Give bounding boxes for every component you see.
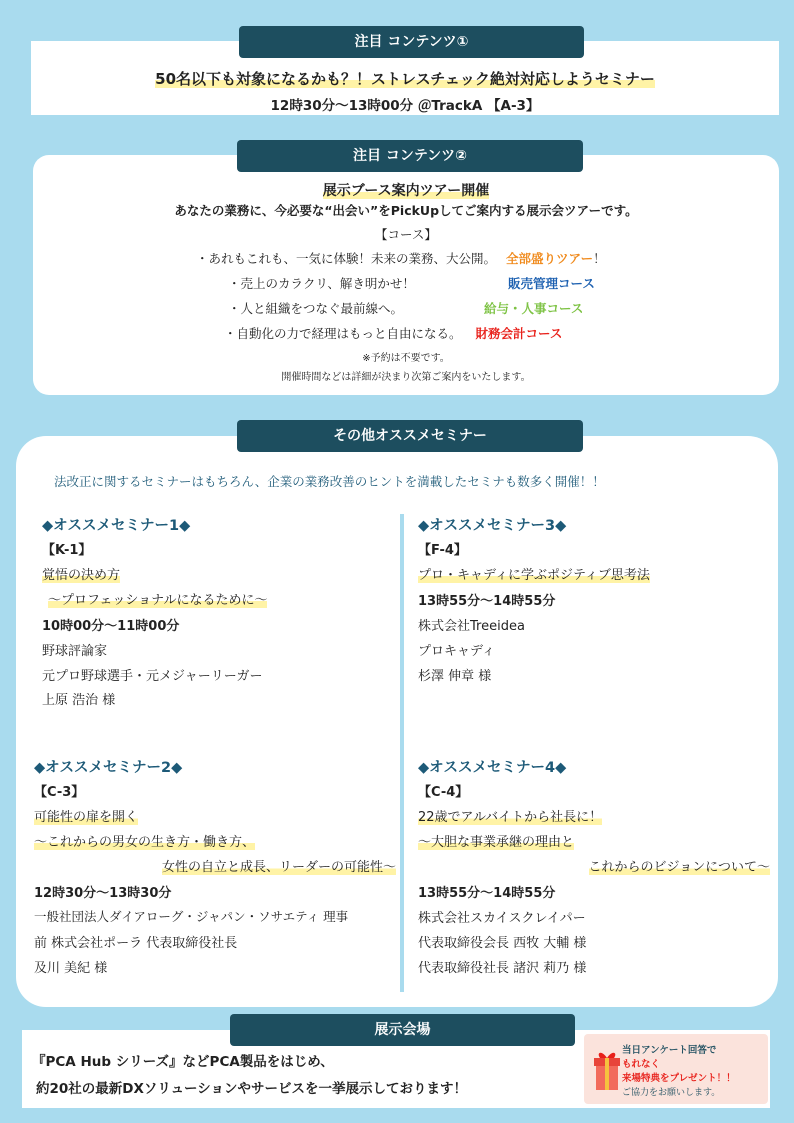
seminar-2-title: ◆オススメセミナー2◆ — [34, 760, 183, 776]
seminar-4-name3: これからのビジョンについて～ — [588, 860, 770, 875]
seminar-3-title: ◆オススメセミナー3◆ — [418, 518, 567, 534]
course-row-3 — [228, 299, 584, 317]
seminar-2-name3: 女性の自立と成長、リーダーの可能性～ — [161, 860, 396, 875]
feature2-note1: ※予約は不要です。 — [362, 353, 450, 364]
seminar-2-code: 【C-3】 — [34, 785, 85, 800]
seminar-4-code: 【C-4】 — [418, 785, 469, 800]
course-2-name: 販売管理コース — [508, 276, 595, 291]
feature1-title: 50名以下も対象になるかも？！ストレスチェック絶対対応しようセミナー — [155, 70, 655, 88]
seminar-3 — [418, 514, 768, 714]
course-1-name: 全部盛りツアー — [506, 251, 594, 266]
gift-icon — [592, 1048, 622, 1092]
seminar-2-time: 12時30分～13時30分 — [34, 886, 172, 901]
seminar-4-name1: 22歳でアルバイトから社長に！ — [418, 810, 603, 825]
seminar-1-name2: ～プロフェッショナルになるために～ — [48, 593, 268, 608]
course-4-text: ・自動化の力で経理はもっと自由になる。 — [224, 326, 462, 341]
feature1-header: 注目 コンテンツ① — [239, 26, 584, 58]
venue-header: 展示会場 — [230, 1014, 575, 1046]
seminar-2-name1: 可能性の扉を開く — [34, 810, 139, 825]
seminar-1-code: 【K-1】 — [42, 543, 92, 558]
course-row-1 — [196, 249, 606, 267]
seminar-4-name2: ～大胆な事業承継の理由と — [418, 835, 575, 850]
course-1-suffix: ！ — [593, 251, 606, 266]
venue-line1: 『PCA Hub シリーズ』などPCA製品をはじめ、 — [32, 1054, 334, 1070]
feature2-desc: あなたの業務に、今必要な“出会い”をPickUpしてご案内する展示会ツアーです。 — [174, 203, 638, 218]
feature2-note2: 開催時間などは詳細が決まり次第ご案内をいたします。 — [281, 372, 531, 383]
seminar-3-speaker3: 杉澤 伸章 様 — [418, 669, 492, 684]
course-4-name: 財務会計コース — [475, 326, 563, 341]
seminar-1-title: ◆オススメセミナー1◆ — [42, 518, 191, 534]
others-intro: 法改正に関するセミナーはもちろん、企業の業務改善のヒントを満載したセミナも数多く開催！！ — [54, 474, 605, 489]
course-row-4 — [224, 324, 562, 342]
feature2-panel — [33, 155, 779, 395]
seminar-1-speaker1: 野球評論家 — [42, 644, 108, 659]
seminar-3-name1: プロ・キャディに学ぶポジティブ思考法 — [418, 568, 650, 583]
others-panel — [16, 436, 778, 1007]
seminar-1-speaker3: 上原 浩治 様 — [42, 693, 116, 708]
seminar-4 — [418, 756, 770, 986]
course-3-text: ・人と組織をつなぐ最前線へ。 — [228, 301, 404, 316]
course-1-text: ・あれもこれも、一気に体験！未来の業務、大公開。 — [196, 251, 497, 266]
feature2-title: 展示ブース案内ツアー開催 — [322, 183, 490, 199]
seminar-4-speaker3: 代表取締役社長 諸沢 莉乃 様 — [418, 961, 587, 976]
feature1-time: 12時30分～13時00分 ＠TrackA 【A-3】 — [270, 98, 540, 114]
seminar-4-speaker1: 株式会社スカイスクレイパー — [418, 911, 586, 926]
gift-badge — [584, 1034, 768, 1104]
seminar-4-speaker2: 代表取締役会長 西牧 大輔 様 — [418, 936, 587, 951]
seminar-1-speaker2: 元プロ野球選手・元メジャーリーガー — [42, 669, 263, 684]
course-2-text: ・売上のカラクリ、解き明かせ！ — [228, 276, 415, 291]
course-3-name: 給与・人事コース — [484, 301, 584, 316]
gift-text-3: 来場特典をプレゼント！！ — [622, 1073, 736, 1084]
seminar-2-name2: ～これからの男女の生き方・働き方、 — [34, 835, 256, 850]
seminar-3-speaker1: 株式会社Treeidea — [418, 619, 525, 634]
seminar-4-title: ◆オススメセミナー4◆ — [418, 760, 567, 776]
seminar-2-speaker3: 及川 美紀 様 — [34, 961, 108, 976]
seminar-4-time: 13時55分～14時55分 — [418, 886, 556, 901]
seminar-1-time: 10時00分～11時00分 — [42, 619, 180, 634]
feature2-header: 注目 コンテンツ② — [237, 140, 583, 172]
seminar-1-name1: 覚悟の決め方 — [42, 568, 121, 583]
seminar-3-code: 【F-4】 — [418, 543, 467, 558]
column-divider — [400, 514, 404, 992]
seminar-1 — [42, 514, 392, 714]
gift-text-2: もれなく — [622, 1059, 661, 1070]
gift-text-4: ご協力をお願いします。 — [622, 1088, 721, 1098]
venue-line2: 約20社の最新DXソリューションやサービスを一挙展示しております！ — [36, 1081, 467, 1097]
course-row-2 — [228, 274, 595, 292]
seminar-2-speaker1: 一般社団法人ダイアローグ・ジャパン・ソサエティ 理事 — [34, 909, 349, 924]
seminar-2 — [34, 756, 396, 986]
seminar-2-speaker2: 前 株式会社ポーラ 代表取締役社長 — [34, 936, 238, 951]
gift-text-1: 当日アンケート回答で — [622, 1045, 717, 1056]
others-header: その他オススメセミナー — [237, 420, 583, 452]
course-label: 【コース】 — [375, 227, 437, 242]
seminar-3-time: 13時55分～14時55分 — [418, 594, 556, 609]
seminar-3-speaker2: プロキャディ — [418, 644, 495, 659]
